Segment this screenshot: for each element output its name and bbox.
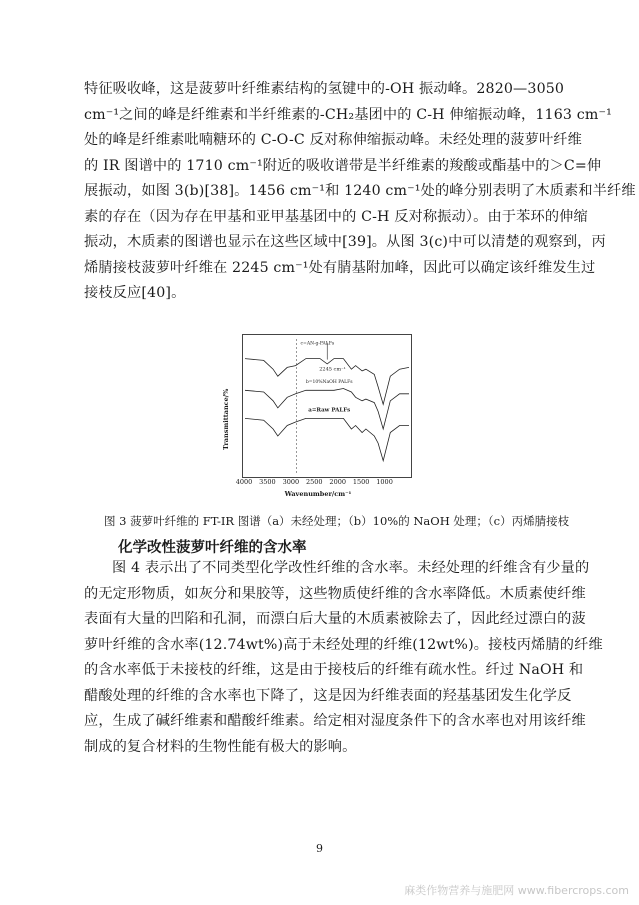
text-line: 特征吸收峰，这是菠萝叶纤维素结构的氢键中的-OH 振动峰。2820—3050 (84, 81, 565, 97)
text-line: cm⁻¹之间的峰是纤维素和半纤维素的-CH₂基团中的 C-H 伸缩振动峰，1163 cm⁻¹ (84, 106, 612, 123)
text-line: 的无定形物质，如灰分和果胶等，这些物质使纤维的含水率降低。木质素使纤维 (84, 585, 586, 602)
paragraph-moisture-content (84, 556, 603, 760)
page-number: 9 (316, 842, 323, 855)
text-line: 振动，木质素的图谱也显示在这些区域中[39]。从图 3(c)中可以清楚的观察到，丙 (84, 234, 606, 250)
curve-label: a=Raw PALFs (308, 407, 351, 414)
text-line: 醋酸处理的纤维的含水率也下降了，这是因为纤维表面的羟基基团发生化学反 (84, 687, 572, 704)
site-watermark: 麻类作物营养与施肥网 www.fibercrops.com (404, 884, 629, 897)
text-line: 烯腈接枝菠萝叶纤维在 2245 cm⁻¹处有腈基附加峰，因此可以确定该纤维发生过 (84, 259, 596, 276)
x-tick-label: 2000 (329, 478, 346, 486)
text-line: 应，生成了碱纤维素和醋酸纤维素。给定相对湿度条件下的含水率也对用该纤维 (84, 713, 586, 729)
text-line: 处的峰是纤维素吡喃糖环的 C-O-C 反对称伸缩振动峰。未经处理的菠萝叶纤维 (84, 132, 582, 148)
text-line: 表面有大量的凹陷和孔洞，而漂白后大量的木质素被除去了，因此经过漂白的菠 (84, 611, 586, 627)
text-line: 制成的复合材料的生物性能有极大的影响。 (84, 738, 357, 755)
annotation-label: 2245 cm⁻¹ (319, 366, 346, 373)
text-line: 图 4 表示出了不同类型化学改性纤维的含水率。未经处理的纤维含有少量的 (112, 560, 590, 576)
ftir-chart (243, 335, 411, 477)
text-line: 的含水率低于未接枝的纤维，这是由于接枝后的纤维有疏水性。纤过 NaOH 和 (84, 662, 584, 678)
x-tick-label: 1000 (376, 478, 393, 486)
text-line: 萝叶纤维的含水率(12.74wt%)高于未经处理的纤维(12wt%)。接枝丙烯腈的纤维 (84, 636, 603, 653)
plot-area (242, 334, 412, 478)
text-line: 素的存在（因为存在甲基和亚甲基基团中的 C-H 反对称振动）。由于苯环的伸缩 (84, 208, 588, 225)
text-line: 接枝反应[40]。 (84, 285, 186, 301)
text-line: 的 IR 图谱中的 1710 cm⁻¹附近的吸收谱带是半纤维素的羧酸或酯基中的＞C=伸 (84, 157, 602, 174)
x-tick-label: 2500 (306, 478, 323, 486)
ftir-figure (222, 330, 413, 502)
x-tick-label: 1500 (352, 478, 370, 486)
text-line: 展振动，如图 3(b)[38]。1456 cm⁻¹和 1240 cm⁻¹处的峰分别表明了木质素和半纤维 (84, 183, 636, 199)
x-axis-label: Wavenumber/cm⁻¹ (284, 490, 352, 498)
figure-caption: 图 3 菠萝叶纤维的 FT-IR 图谱（a）未经处理；（b）10%的 NaOH 处理；（c）丙烯腈接枝 (104, 514, 570, 528)
y-axis-label: Transmittance/% (222, 388, 230, 450)
x-tick-label: 3000 (282, 478, 300, 486)
section-heading: 化学改性菠萝叶纤维的含水率 (118, 539, 307, 556)
paragraph-ftir-analysis (84, 77, 636, 307)
x-tick-label: 3500 (259, 478, 276, 486)
curve-label: b=10%NaOH PALFs (305, 380, 353, 386)
curve-label: c=AN-g-PALFs (300, 341, 335, 347)
x-axis-ticks (235, 478, 412, 490)
x-tick-label: 4000 (235, 478, 253, 486)
